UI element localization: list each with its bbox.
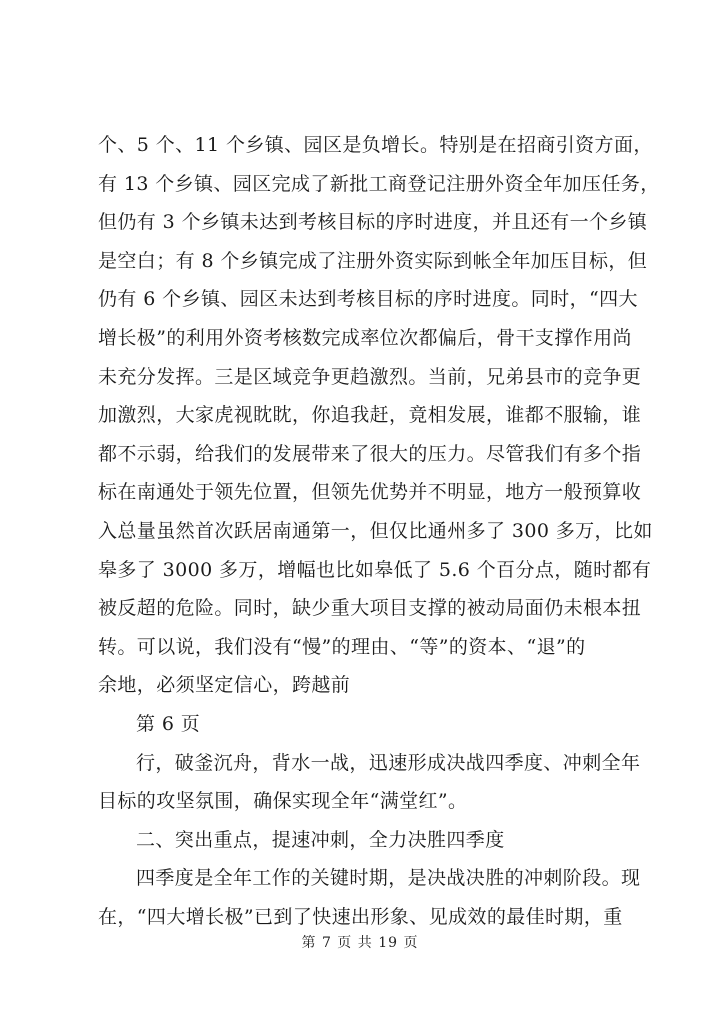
text-line: 行，破釜沉舟，背水一战，迅速形成决战四季度、冲刺全年: [136, 751, 641, 774]
text-line: 增长极”的利用外资考核数完成率位次都偏后，骨干支撑作用尚: [98, 326, 632, 349]
body-text: [98, 126, 660, 936]
section-heading: 二、突出重点，提速冲刺，全力决胜四季度: [136, 828, 505, 851]
inline-page-marker: 第 6 页: [136, 712, 201, 735]
text-line: 转。可以说，我们没有“慢”的理由、“等”的资本、“退”的: [98, 635, 586, 658]
text-line: 仍有 6 个乡镇、园区未达到考核目标的序时进度。同时，“四大: [98, 288, 638, 311]
text-line: 有 13 个乡镇、园区完成了新批工商登记注册外资全年加压任务，: [98, 172, 660, 195]
text-line: 入总量虽然首次跃居南通第一，但仅比通州多了 300 多万，比如: [98, 519, 653, 542]
text-line: 四季度是全年工作的关键时期，是决战决胜的冲刺阶段。现: [136, 867, 641, 890]
text-line: 皋多了 3000 多万，增幅也比如皋低了 5.6 个百分点，随时都有: [98, 558, 652, 581]
text-line: 是空白；有 8 个乡镇完成了注册外资实际到帐全年加压目标，但: [98, 249, 648, 272]
text-line: 标在南通处于领先位置，但领先优势并不明显，地方一般预算收: [98, 481, 642, 504]
text-line: 目标的攻坚氛围，确保实现全年“满堂红”。: [98, 790, 468, 813]
text-line: 被反超的危险。同时，缺少重大项目支撑的被动局面仍未根本扭: [98, 597, 642, 620]
text-line: 未充分发挥。三是区域竞争更趋激烈。当前，兄弟县市的竞争更: [98, 365, 642, 388]
text-line: 余地，必须坚定信心，跨越前: [98, 674, 351, 697]
text-line: 在，“四大增长极”已到了快速出形象、见成效的最佳时期，重: [98, 905, 623, 928]
text-line: 但仍有 3 个乡镇未达到考核目标的序时进度，并且还有一个乡镇: [98, 211, 648, 234]
page-footer: 第 7 页 共 19 页: [301, 935, 419, 951]
text-line: 加激烈，大家虎视眈眈，你追我赶，竟相发展，谁都不服输，谁: [98, 404, 642, 427]
text-line: 个、5 个、11 个乡镇、园区是负增长。特别是在招商引资方面，: [98, 134, 653, 156]
text-line: 都不示弱，给我们的发展带来了很大的压力。尽管我们有多个指: [98, 442, 642, 465]
